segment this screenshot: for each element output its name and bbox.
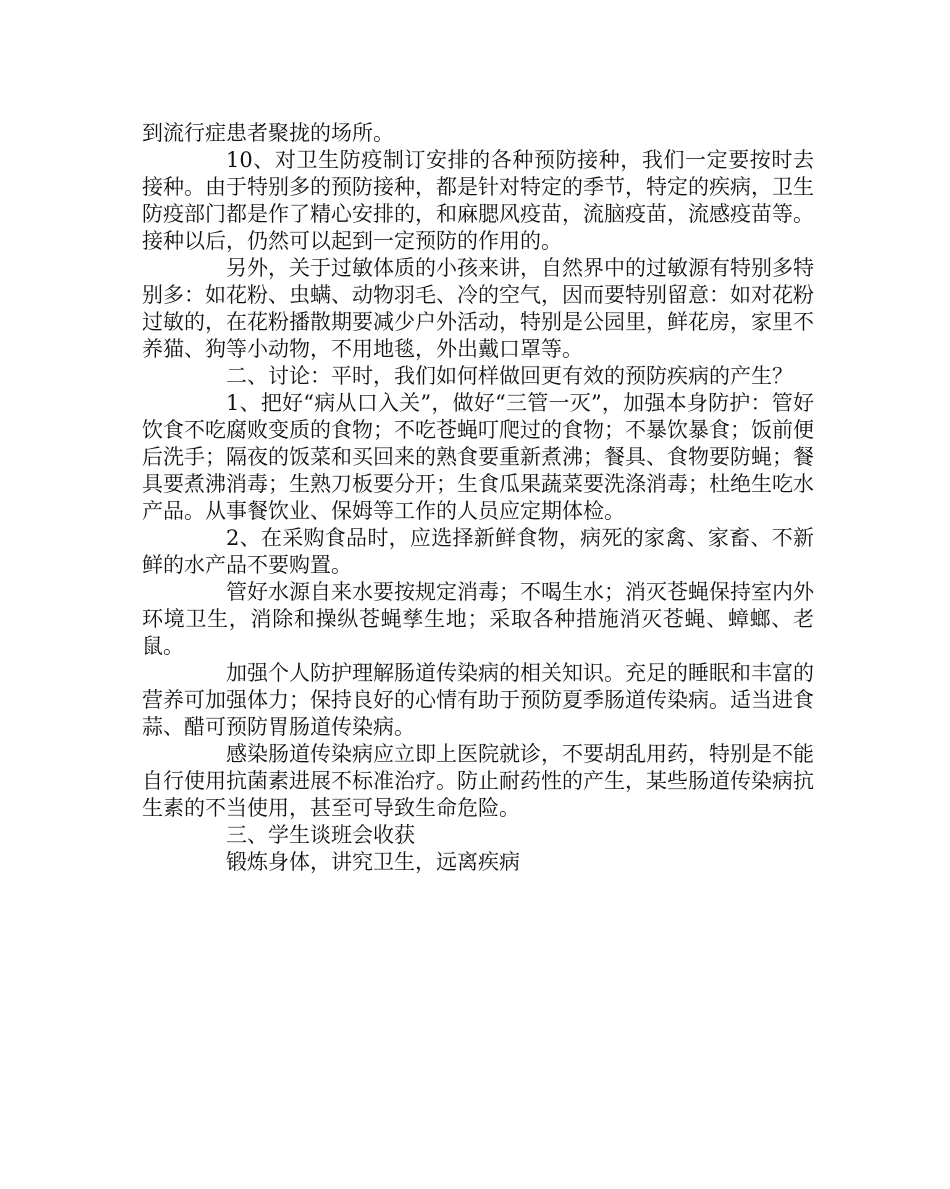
paragraph-vaccination: 10、对卫生防疫制订安排的各种预防接种，我们一定要按时去接种。由于特别多的预防接种，都是针对特定的季节，特定的疾病，卫生防疫部门都是作了精心安排的，和麻腮风疫苗，流脑疫苗，流感疫苗等。接种以后，仍然可以起到一定预防的作用的。: [142, 148, 814, 253]
paragraph-food-hygiene: 1、把好“病从口入关”，做好“三管一灭”，加强本身防护：管好饮食不吃腐败变质的食物；不吃苍蝇叮爬过的食物；不暴饮暴食；饭前便后洗手；隔夜的饭菜和买回来的熟食要重新煮沸；餐具、食物要防蝇；餐具要煮沸消毒；生熟刀板要分开；生食瓜果蔬菜要洗涤消毒；杜绝生吃水产品。从事餐饮业、保姆等工作的人员应定期体检。: [142, 391, 814, 523]
document-body: [142, 120, 814, 876]
paragraph-medical-treatment: 感染肠道传染病应立即上医院就诊，不要胡乱用药，特别是不能自行使用抗菌素进展不标准治疗。防止耐药性的产生，某些肠道传染病抗生素的不当使用，甚至可导致生命危险。: [142, 742, 814, 820]
paragraph-personal-protection: 加强个人防护理解肠道传染病的相关知识。充足的睡眠和丰富的营养可加强体力；保持良好的心情有助于预防夏季肠道传染病。适当进食蒜、醋可预防胃肠道传染病。: [142, 661, 814, 739]
paragraph-food-purchase: 2、在采购食品时，应选择新鲜食物，病死的家禽、家畜、不新鲜的水产品不要购置。: [142, 526, 814, 577]
section-heading-discussion: 二、讨论：平时，我们如何样做回更有效的预防疾病的产生？: [226, 364, 793, 388]
paragraph-allergy: 另外，关于过敏体质的小孩来讲，自然界中的过敏源有特别多特别多：如花粉、虫螨、动物羽毛、冷的空气，因而要特别留意：如对花粉过敏的，在花粉播散期要减少户外活动，特别是公园里，鲜花房，家里不养猫、狗等小动物，不用地毯，外出戴口罩等。: [142, 256, 814, 361]
paragraph-water-source: 管好水源自来水要按规定消毒；不喝生水；消灭苍蝇保持室内外环境卫生，消除和操纵苍蝇孳生地；采取各种措施消灭苍蝇、蟑螂、老鼠。: [142, 580, 814, 658]
paragraph-continuation: 到流行症患者聚拢的场所。: [142, 121, 394, 145]
section-heading-reflections: 三、学生谈班会收获: [226, 823, 415, 847]
paragraph-closing-slogan: 锻炼身体，讲究卫生，远离疾病: [226, 850, 520, 874]
